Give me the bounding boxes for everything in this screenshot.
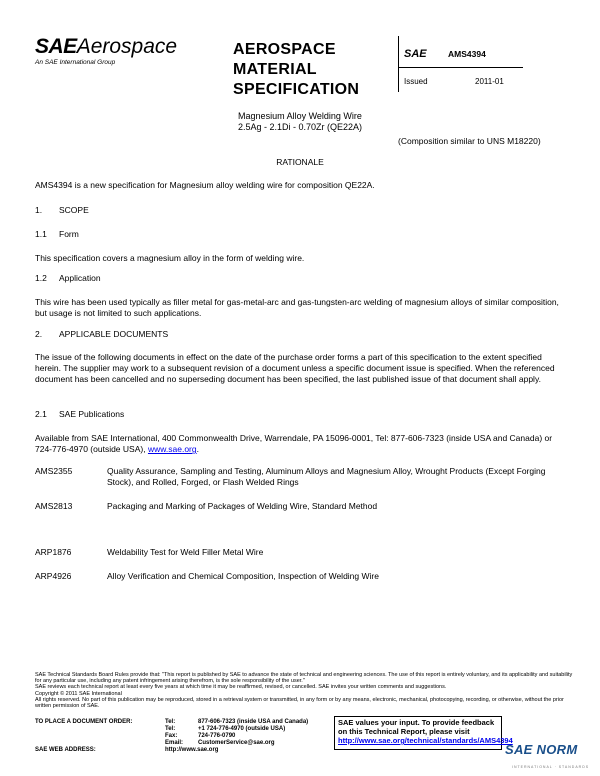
section-number: 1. bbox=[35, 205, 43, 215]
copyright: Copyright © 2011 SAE International bbox=[35, 690, 122, 697]
section-1-2-text: This wire has been used typically as filler metal for gas-metal-arc and gas-tungsten-arc welding of magnesium alloys of similar composition, but usage is not limited to such applications. bbox=[35, 297, 559, 319]
document-id-row bbox=[399, 36, 523, 68]
reference-code: ARP1876 bbox=[35, 547, 72, 557]
title-line-3: SPECIFICATION bbox=[233, 81, 360, 98]
title-line-2: MATERIAL bbox=[233, 61, 317, 78]
legal-rules: SAE Technical Standards Board Rules provide that: "This report is published by SAE to advance the state of technical and engineering sciences. The use of this report is entirely voluntary, and its applicability and suitability for any particular use, including any patent infringement arising therefrom, is the sole responsibility of the user." bbox=[35, 672, 573, 685]
section-1-heading bbox=[35, 205, 565, 216]
section-title: Application bbox=[59, 273, 101, 283]
reference-code: AMS2813 bbox=[35, 501, 73, 511]
section-1-1-text: This specification covers a magnesium alloy in the form of welding wire. bbox=[35, 253, 305, 263]
specification-subtitle bbox=[200, 111, 400, 133]
section-number: 2.1 bbox=[35, 409, 47, 419]
sae-small-logo: SAE bbox=[404, 48, 427, 60]
feedback-box bbox=[334, 716, 513, 750]
document-number: AMS4394 bbox=[448, 49, 486, 59]
section-number: 1.1 bbox=[35, 229, 47, 239]
logo-sae: SAE bbox=[35, 35, 77, 58]
section-2-heading bbox=[35, 329, 565, 340]
reference-title: Alloy Verification and Chemical Composition, Inspection of Welding Wire bbox=[107, 571, 379, 581]
section-2-1-text bbox=[35, 433, 565, 455]
section-title: SAE Publications bbox=[59, 409, 125, 419]
section-1-1-heading bbox=[35, 229, 565, 240]
feedback-link[interactable]: http://www.sae.org/technical/standards/AMS4394 bbox=[338, 736, 513, 745]
rationale-text: AMS4394 is a new specification for Magnesium alloy welding wire for composition QE22A. bbox=[35, 180, 375, 190]
fax-label: Fax: bbox=[165, 733, 178, 739]
logo-tagline: An SAE International Group bbox=[35, 59, 116, 66]
fax-number: 724-776-0790 bbox=[198, 733, 236, 739]
rationale-heading: RATIONALE bbox=[276, 157, 324, 167]
section-1-2-heading bbox=[35, 273, 565, 284]
legal-review: SAE reviews each technical report at least every five years at which time it may be reaffirmed, revised, or cancelled. SAE invites your written comments and suggestions. bbox=[35, 684, 447, 691]
email-address[interactable]: CustomerService@sae.org bbox=[198, 740, 275, 746]
logo-aerospace: Aerospace bbox=[76, 35, 178, 58]
subtitle-line-2: 2.5Ag - 2.1Di - 0.70Zr (QE22A) bbox=[237, 122, 363, 132]
legal-notice bbox=[35, 672, 575, 709]
section-2-text: The issue of the following documents in effect on the date of the purchase order forms a part of this specification to the extent specified herein. The supplier may work to a subsequent revision of a document unless a specific document issue is specified. When the referenced document has been cancelled and no superseding document has been specified, the last published issue of that document shall apply. bbox=[35, 352, 555, 385]
section-title: SCOPE bbox=[59, 205, 89, 215]
sae-aerospace-logo bbox=[35, 36, 195, 66]
tel-label: Tel: bbox=[165, 726, 176, 732]
feedback-line-2: on this Technical Report, please visit bbox=[338, 727, 470, 736]
web-address[interactable]: http://www.sae.org bbox=[165, 747, 219, 753]
subtitle-line-1: Magnesium Alloy Welding Wire bbox=[238, 111, 362, 121]
issued-label: Issued bbox=[404, 77, 428, 86]
sae-address-text: Available from SAE International, 400 Commonwealth Drive, Warrendale, PA 15096-0001, Tel: 877-606-7323 (inside USA and Canada) or 724-776-4970 (outside USA), bbox=[35, 433, 553, 455]
tel-outside-usa: +1 724-776-4970 (outside USA) bbox=[198, 726, 286, 732]
section-number: 1.2 bbox=[35, 273, 47, 283]
composition-note: (Composition similar to UNS M18220) bbox=[398, 136, 541, 146]
section-title: APPLICABLE DOCUMENTS bbox=[59, 329, 169, 339]
title-line-1: AEROSPACE bbox=[233, 41, 336, 58]
document-type-title bbox=[233, 40, 359, 100]
order-label: TO PLACE A DOCUMENT ORDER: bbox=[35, 719, 133, 725]
sae-website-link[interactable]: www.sae.org bbox=[147, 444, 197, 455]
tel-label: Tel: bbox=[165, 719, 176, 725]
rights-reserved: All rights reserved. No part of this publication may be reproduced, stored in a retrieval system or transmitted, in any form or by any means, electronic, mechanical, photocopying, recording, or otherwise, without the prior written permission of SAE. bbox=[35, 696, 564, 710]
email-label: Email: bbox=[165, 740, 184, 746]
web-label: SAE WEB ADDRESS: bbox=[35, 747, 96, 753]
reference-title: Packaging and Marking of Packages of Welding Wire, Standard Method bbox=[107, 501, 378, 511]
sae-norm-watermark-logo: SAE NORM bbox=[505, 742, 578, 757]
sentence-period: . bbox=[196, 444, 199, 455]
reference-title: Weldability Test for Weld Filler Metal Wire bbox=[107, 547, 264, 557]
document-id-box bbox=[398, 36, 523, 92]
section-title: Form bbox=[59, 229, 79, 239]
section-number: 2. bbox=[35, 329, 43, 339]
feedback-line-1: SAE values your input. To provide feedback bbox=[338, 718, 495, 727]
reference-code: ARP4926 bbox=[35, 571, 72, 581]
reference-title: Quality Assurance, Sampling and Testing, Aluminum Alloys and Magnesium Alloy, Wrought Products (Except Forging Stock), and Rolled, Forged, or Flash Welded Rings bbox=[107, 466, 546, 488]
issued-date: 2011-01 bbox=[475, 77, 504, 86]
sae-norm-watermark-subtext: INTERNATIONAL · STANDARDS bbox=[512, 765, 590, 769]
reference-code: AMS2355 bbox=[35, 466, 73, 476]
tel-inside-usa: 877-606-7323 (inside USA and Canada) bbox=[198, 719, 309, 725]
section-2-1-heading bbox=[35, 409, 565, 420]
order-contacts bbox=[35, 719, 308, 754]
